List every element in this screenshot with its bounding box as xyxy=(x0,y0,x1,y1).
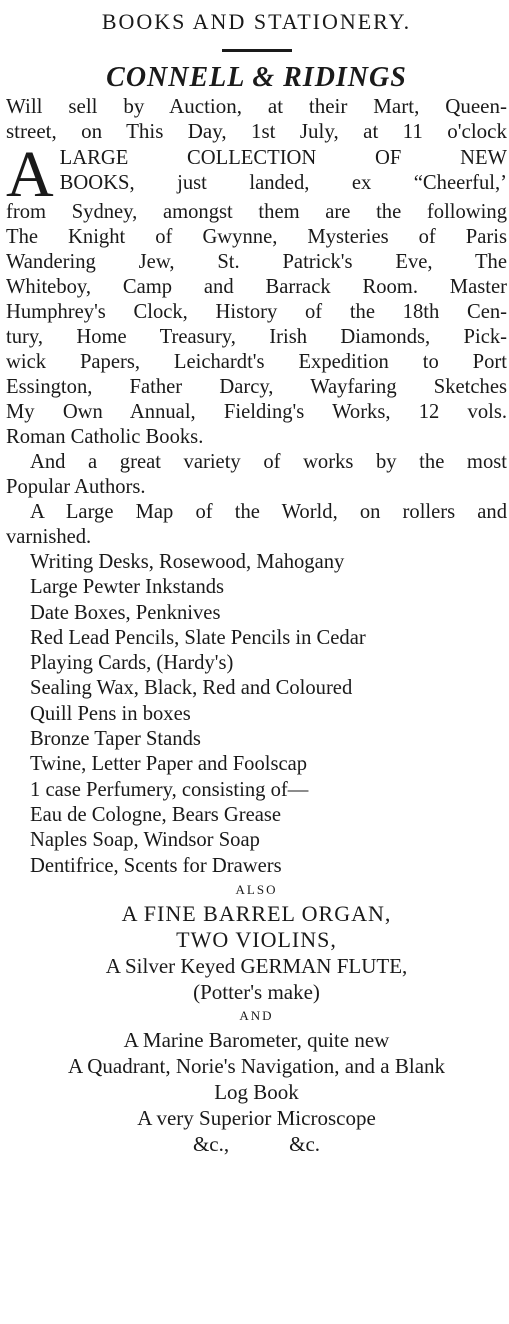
list-item: Playing Cards, (Hardy's) xyxy=(30,652,234,675)
etc-text: &c., xyxy=(192,1131,230,1156)
collection-paragraph xyxy=(6,138,507,450)
text-line: Roman Catholic Books. xyxy=(6,426,204,448)
section-heading: BOOKS AND STATIONERY. xyxy=(101,9,412,34)
text-line: tury, Home Treasury, Irish Diamonds, Pick- xyxy=(6,326,507,348)
text-line: wick Papers, Leichardt's Expedition to Port xyxy=(6,351,507,373)
text-line: LARGE COLLECTION OF NEW xyxy=(59,147,507,169)
list-item: Dentifrice, Scents for Drawers xyxy=(30,854,282,877)
list-item: Eau de Cologne, Bears Grease xyxy=(30,803,282,826)
and-label: AND xyxy=(239,1007,274,1023)
and-line: A Marine Barometer, quite new xyxy=(123,1027,390,1052)
text-line: BOOKS, just landed, ex “Cheerful,’ xyxy=(59,172,507,194)
also-label: ALSO xyxy=(235,881,278,897)
also-line: TWO VIOLINS, xyxy=(176,926,337,952)
text-line: Wandering Jew, St. Patrick's Eve, The xyxy=(6,251,507,273)
text-line: A Large Map of the World, on rollers and xyxy=(30,501,507,523)
variety-paragraph xyxy=(6,450,507,500)
list-item: Large Pewter Inkstands xyxy=(30,576,225,599)
advertisement xyxy=(0,8,509,1324)
text-line: The Knight of Gwynne, Mysteries of Paris xyxy=(6,226,507,248)
text-line: varnished. xyxy=(6,526,92,548)
and-line: A very Superior Microscope xyxy=(137,1105,376,1130)
list-item: Quill Pens in boxes xyxy=(30,702,191,725)
text-line: Whiteboy, Camp and Barrack Room. Master xyxy=(6,276,507,298)
intro-line: Will sell by Auction, at their Mart, Queen- xyxy=(6,94,507,118)
list-item: Writing Desks, Rosewood, Mahogany xyxy=(30,551,345,573)
also-line: A Silver Keyed GERMAN FLUTE, xyxy=(105,953,408,978)
list-item: Sealing Wax, Black, Red and Coloured xyxy=(30,677,353,700)
text-line: My Own Annual, Fielding's Works, 12 vols. xyxy=(6,401,507,423)
etc-line xyxy=(6,1131,507,1157)
text-line: And a great variety of works by the most xyxy=(30,451,507,473)
text-line: Essington, Father Darcy, Wayfaring Sketches xyxy=(6,376,507,398)
also-line: A FINE BARREL ORGAN, xyxy=(121,900,392,926)
intro-line: street, on This Day, 1st July, at 11 o'clock xyxy=(6,119,507,143)
list-item: Naples Soap, Windsor Soap xyxy=(30,829,260,852)
also-line: (Potter's make) xyxy=(193,979,320,1004)
drop-cap: A xyxy=(6,138,54,211)
text-line: Humphrey's Clock, History of the 18th Cen- xyxy=(6,301,507,323)
text-line: Popular Authors. xyxy=(6,476,146,498)
and-line: Log Book xyxy=(214,1079,299,1104)
stationery-list xyxy=(6,550,507,879)
list-item: Twine, Letter Paper and Foolscap xyxy=(30,753,308,776)
heading-rule xyxy=(222,49,292,52)
text-line: from Sydney, amongst them are the following xyxy=(6,201,507,223)
list-item: Red Lead Pencils, Slate Pencils in Cedar xyxy=(30,626,366,649)
firm-name: CONNELL & RIDINGS xyxy=(106,62,407,93)
list-item: 1 case Perfumery, consisting of— xyxy=(30,778,309,801)
map-paragraph xyxy=(6,500,507,550)
etc-text: &c. xyxy=(289,1131,321,1156)
auction-intro xyxy=(6,94,507,144)
list-item: Bronze Taper Stands xyxy=(30,728,201,751)
and-line: A Quadrant, Norie's Navigation, and a Blank xyxy=(67,1053,446,1078)
list-item: Date Boxes, Penknives xyxy=(30,601,221,624)
